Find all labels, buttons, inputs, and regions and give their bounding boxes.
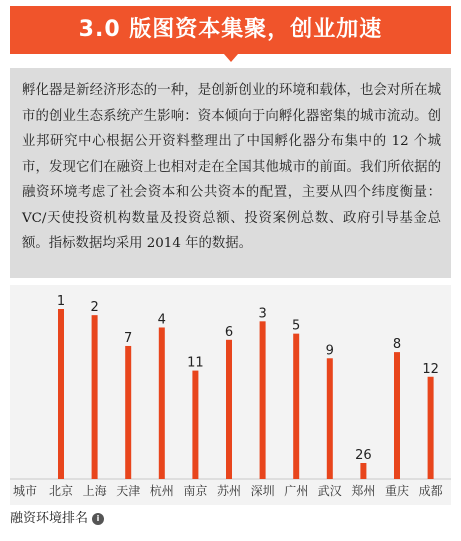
- data-label: 26: [355, 448, 372, 463]
- bar: [192, 371, 198, 479]
- bar: [260, 321, 266, 479]
- chart-panel: [10, 285, 451, 505]
- chart-caption: [10, 509, 104, 529]
- tick-label: 南京: [183, 484, 208, 498]
- x-axis-label: 城市: [12, 484, 38, 498]
- bar: [159, 327, 165, 479]
- bar: [428, 377, 434, 479]
- data-label: 2: [90, 300, 99, 316]
- bar: [226, 340, 232, 479]
- tick-label: 深圳: [250, 484, 275, 498]
- tick-label: 成都: [418, 484, 443, 498]
- bar: [394, 352, 400, 479]
- intro-box: [10, 68, 451, 278]
- tick-label: 杭州: [149, 484, 174, 498]
- info-icon[interactable]: i: [92, 513, 104, 525]
- data-label: 6: [224, 324, 234, 340]
- bar: [327, 358, 333, 479]
- data-label: 5: [292, 318, 301, 334]
- data-label: 8: [392, 337, 402, 353]
- data-label: 4: [157, 312, 166, 328]
- ranking-bar-chart: [10, 285, 451, 505]
- caption-text: 融资环境排名: [10, 511, 89, 526]
- data-label: 3: [258, 306, 267, 322]
- bar: [293, 334, 299, 479]
- tick-label: 重庆: [384, 484, 410, 498]
- bar: [125, 346, 131, 479]
- data-label: 1: [56, 294, 66, 309]
- banner-pointer: [224, 54, 238, 62]
- bar: [58, 309, 64, 479]
- tick-label: 上海: [82, 484, 107, 498]
- intro-text: 孵化器是新经济形态的一种，是创新创业的环境和载体，也会对所在城市的创业生态系统产生影响：资本倾向于向孵化器密集的城市流动。创业邦研究中心根据公开资料整理出了中国孵化器分布集中的 12 个城市，发现它们在融资上也相对走在全国其他城市的前面。我们所依据的融资环境考虑了社会资本和公共资本的配置，主要从四个纬度衡量：VC/天使投资机构数量及投资总额、投资案例总数、政府引导基金总额。指标数据均采用 2014 年的数据。: [22, 83, 441, 251]
- bar: [92, 315, 98, 479]
- data-label: 11: [187, 355, 204, 371]
- tick-label: 苏州: [216, 484, 242, 498]
- tick-label: 郑州: [351, 484, 376, 498]
- data-label: 7: [124, 330, 133, 346]
- page-title: 3.0 版图资本集聚，创业加速: [78, 17, 383, 42]
- data-label: 12: [422, 361, 439, 377]
- bar: [360, 463, 366, 479]
- tick-label: 武汉: [317, 484, 342, 498]
- data-label: 9: [325, 343, 334, 359]
- tick-label: 天津: [116, 484, 141, 498]
- tick-label: 广州: [284, 484, 309, 498]
- tick-label: 北京: [48, 484, 74, 498]
- title-banner: [10, 6, 451, 54]
